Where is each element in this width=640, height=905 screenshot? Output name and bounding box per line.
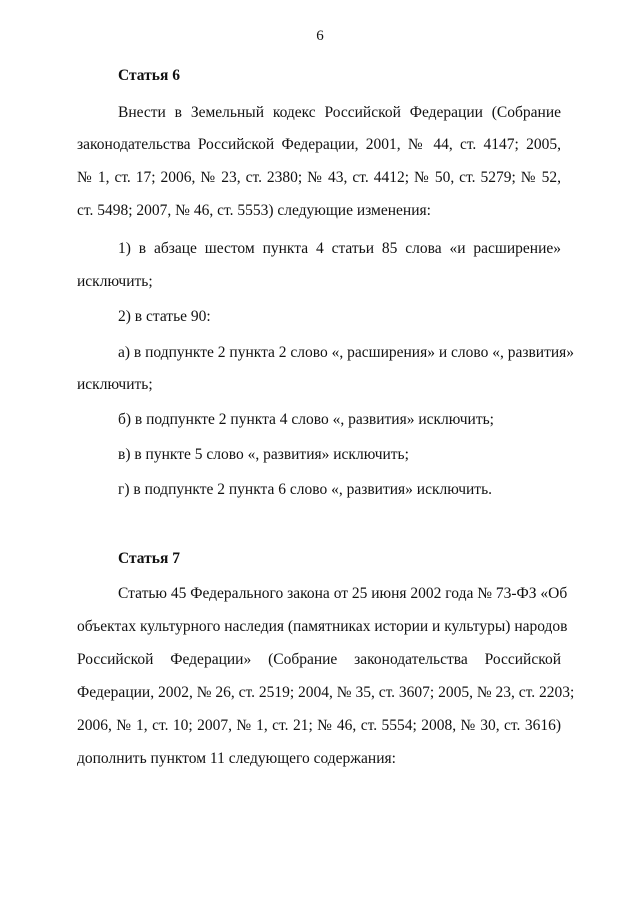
article-7-paragraph-line: объектах культурного наследия (памятниках истории и культуры) народов [77,618,568,635]
article-6-paragraph-line: законодательства Российской Федерации, 2001, № 44, ст. 4147; 2005, [77,136,561,153]
article-6-item-2b: б) в подпункте 2 пункта 4 слово «, развития» исключить; [118,411,494,428]
article-6-item-2c: в) в пункте 5 слово «, развития» исключить; [118,446,409,463]
article-6-paragraph-line: ст. 5498; 2007, № 46, ст. 5553) следующие изменения: [77,202,431,219]
article-7-paragraph-line: Российской Федерации» (Собрание законодательства Российской [77,651,561,668]
article-6-item-2d: г) в подпункте 2 пункта 6 слово «, развития» исключить. [118,481,493,498]
page-number: 6 [316,28,324,44]
article-6-item-2a-line: а) в подпункте 2 пункта 2 слово «, расширения» и слово «, развития» [118,344,575,361]
article-6-heading: Статья 6 [118,67,180,84]
article-7-paragraph-line: дополнить пунктом 11 следующего содержания: [77,750,396,767]
article-6-item-2a-line: исключить; [77,376,153,393]
article-6-item-1-line: исключить; [77,273,153,290]
article-7-paragraph-line: Статью 45 Федерального закона от 25 июня 2002 года № 73-ФЗ «Об [118,585,568,602]
article-7-heading: Статья 7 [118,550,180,567]
article-6-item-1-line: 1) в абзаце шестом пункта 4 статьи 85 слова «и расширение» [118,240,561,257]
article-6-item-2: 2) в статье 90: [118,308,211,325]
article-6-paragraph-line: № 1, ст. 17; 2006, № 23, ст. 2380; № 43, ст. 4412; № 50, ст. 5279; № 52, [77,169,561,186]
article-6-paragraph-line: Внести в Земельный кодекс Российской Федерации (Собрание [118,104,561,121]
article-7-paragraph-line: Федерации, 2002, № 26, ст. 2519; 2004, № 35, ст. 3607; 2005, № 23, ст. 2203; [77,684,575,701]
article-7-paragraph-line: 2006, № 1, ст. 10; 2007, № 1, ст. 21; № 46, ст. 5554; 2008, № 30, ст. 3616) [77,717,561,734]
